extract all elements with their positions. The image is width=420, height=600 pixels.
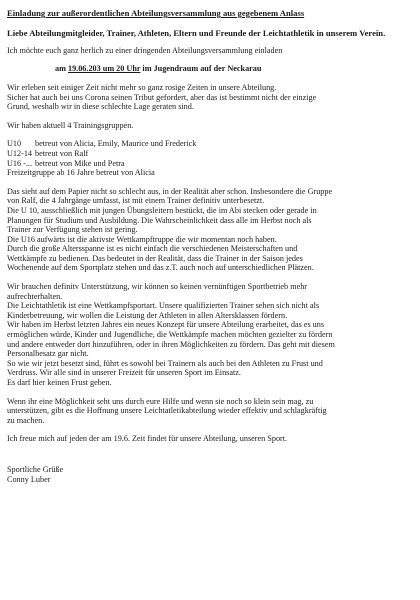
text-line: Die U 10, ausschließlich mit jungen Übungsleitern bestückt, die im Abi stecken oder gerade in (7, 205, 317, 215)
text-line: Planungen für Studium und Ausbildung. Die Wahrscheinlichkeit dass alle im Herbst noch als (7, 215, 312, 225)
document-title: Einladung zur außerordentlichen Abteilungsversammlung aus gegebenem Anlass (7, 8, 305, 18)
text-line: Verdruss. Wir alle sind in unserer Freizeit für unseren Sport im Einsatz. (7, 368, 241, 378)
meeting-datetime: 19.06.203 um 20 Uhr (67, 64, 141, 74)
text-line: Personalbesatz gar nicht. (7, 349, 89, 359)
group-name: U16 -... (7, 158, 33, 168)
group-description: betreut von Mike und Petra (35, 158, 125, 168)
closing-block (7, 465, 410, 484)
text-line: Die Leichtathletik ist eine Wettkampfsportart. Unsere qualifizierten Trainer sehen sich nicht als (7, 301, 320, 311)
text-line: Grund, weshalb wir in diese schlechte Lage geraten sind. (7, 102, 194, 112)
group-description: betreut von Alicia, Emily, Maurice und Frederick (35, 139, 197, 149)
text-line: Es darf hier keinen Frust geben. (7, 378, 112, 388)
joy-paragraph: Ich freue mich auf jeden der am 19.6. Zeit findet für unsere Abteilung, unseren Sport. (7, 434, 288, 444)
text-line: Wenn ihr eine Möglichkeit seht uns durch eure Hilfe und wenn sie noch so klein sein mag, zu (7, 396, 314, 406)
text-line: Wettkämpfe zu bedienen. Das bedeutet in der Realität, dass die Trainer in der Saison jedes (7, 253, 303, 263)
group-row-u16 (7, 159, 410, 169)
group-description: betreut von Ralf (35, 148, 89, 158)
salutation: Liebe Abteilungmitgleider, Trainer, Athleten, Eltern und Freunde der Leichtathletik in unserem Verein. (7, 27, 386, 38)
text-line: Das sieht auf dem Papier nicht so schlecht aus, in der Realität aber schon. Insbesondere die Gruppe (7, 186, 333, 196)
text-line: Wir erleben seit einiger Zeit nicht mehr so ganz rosige Zeiten in unsere Abteilung. (7, 82, 277, 92)
text-line: ermöglichen würde, Kinder und Jugendliche, die Wettkämpfe machen möchten gezielter zu fördern (7, 330, 333, 340)
text-line: Wir haben im Herbst letzten Jahres ein neues Konzept für unsere Abteilung erarbeitet, das es uns (7, 320, 325, 330)
text-line: Kinderbetreuung, wir wollen die Leistung der Athleten in allen Altersklassen fördern. (7, 310, 288, 320)
group-row-u10 (7, 139, 410, 149)
groups-list (7, 139, 410, 177)
group-row-freizeit (7, 168, 410, 178)
closing-greeting: Sportliche Grüße (7, 464, 64, 474)
group-description: Freizeitgruppe ab 16 Jahre betreut von Alicia (7, 168, 155, 178)
paper-paragraph (7, 187, 410, 273)
text-line: So wie wir jetzt besetzt sind, führt es sowohl bei Trainern als auch bei den Athleten zu Frust und (7, 358, 323, 368)
meeting-line (7, 64, 410, 74)
text-line: zu machen. (7, 415, 45, 425)
intro-paragraph: Ich möchte euch ganz herlich zu einer dringenden Abteilungsversammlung einladen (7, 45, 283, 55)
support-paragraph (7, 282, 410, 388)
group-name: U10 (7, 139, 22, 149)
text-line: aufrechterhalten. (7, 291, 63, 301)
groups-intro: Wir haben aktuell 4 Trainingsgruppen. (7, 120, 134, 130)
text-line: Trainer zur Verfügung stehen ist gering. (7, 225, 138, 235)
meeting-prefix: am (55, 64, 68, 74)
group-row-u12-14 (7, 149, 410, 159)
meeting-location: im Jugendraum auf der Neckarau (140, 64, 262, 74)
text-line: Die U16 aufwärts ist die aktivste Wettkampftruppe die wir momentan noch haben. (7, 234, 277, 244)
text-line: und andere entweder dort hinzuführen, oder in ihren Möglichkeiten zu fördern. Das geht mit diesem (7, 339, 335, 349)
text-line: Wir brauchen definitv Unterstützung, wir können so keinen vernünftigen Sportbetrieb mehr (7, 282, 308, 292)
text-line: unterstützen, gibt es die Hoffnung unsere Leichtatletikabteilung wieder effektiv und schlagkräftig (7, 406, 327, 416)
help-paragraph (7, 397, 410, 426)
situation-paragraph (7, 83, 410, 112)
signature-name: Conny Luber (7, 474, 51, 484)
text-line: Sicher hat auch bei uns Corona seinen Tribut gefordert, aber das ist bestimmt nicht der einzige (7, 92, 317, 102)
text-line: Wochenende auf dem Sportplatz stehen und das z.T. auch noch auf unterschiedlichen Plätzen. (7, 263, 314, 273)
group-name: U12-14 (7, 148, 33, 158)
text-line: von Ralf, die 4 Jahrgänge umfasst, ist mit einem Trainer definitiv unterbesetzt. (7, 196, 265, 206)
text-line: Durch die große Altersspanne ist es nicht einfach die verschiedenen Meisterschaften und (7, 244, 298, 254)
